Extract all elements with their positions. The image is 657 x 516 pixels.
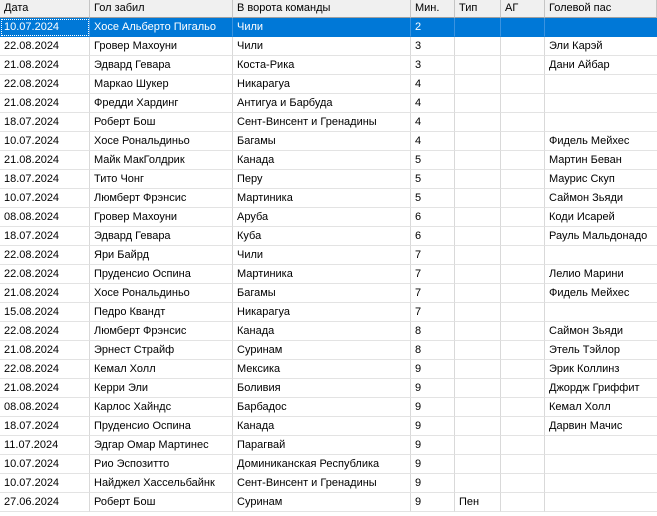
type-cell (455, 341, 501, 360)
table-row[interactable] (0, 94, 657, 113)
minute-cell: 4 (411, 132, 455, 151)
table-row[interactable] (0, 18, 657, 37)
scorer-cell: Педро Квандт (90, 303, 233, 322)
type-cell (455, 94, 501, 113)
type-cell (455, 75, 501, 94)
assist-cell: Коди Исарей (545, 208, 657, 227)
scorer-cell: Эдгар Омар Мартинес (90, 436, 233, 455)
date-cell: 22.08.2024 (0, 360, 90, 379)
scorer-cell: Роберт Бош (90, 493, 233, 512)
own-goal-cell (501, 303, 545, 322)
table-row[interactable] (0, 284, 657, 303)
table-row[interactable] (0, 436, 657, 455)
table-row[interactable] (0, 303, 657, 322)
type-cell (455, 284, 501, 303)
type-cell (455, 132, 501, 151)
type-cell (455, 303, 501, 322)
own-goal-cell (501, 265, 545, 284)
type-cell (455, 189, 501, 208)
against-team-cell: Канада (233, 151, 411, 170)
column-header-assist[interactable]: Голевой пас (545, 0, 657, 18)
own-goal-cell (501, 341, 545, 360)
minute-cell: 5 (411, 170, 455, 189)
minute-cell: 4 (411, 94, 455, 113)
minute-cell: 9 (411, 455, 455, 474)
table-row[interactable] (0, 75, 657, 94)
scorer-cell: Кемал Холл (90, 360, 233, 379)
scorer-cell: Майк МакГолдрик (90, 151, 233, 170)
date-cell: 10.07.2024 (0, 18, 90, 37)
own-goal-cell (501, 18, 545, 37)
date-cell: 22.08.2024 (0, 37, 90, 56)
against-team-cell: Чили (233, 246, 411, 265)
table-row[interactable] (0, 493, 657, 512)
against-team-cell: Доминиканская Республика (233, 455, 411, 474)
minute-cell: 9 (411, 360, 455, 379)
assist-cell: Дарвин Мачис (545, 417, 657, 436)
minute-cell: 7 (411, 246, 455, 265)
assist-cell: Эли Карэй (545, 37, 657, 56)
against-team-cell: Боливия (233, 379, 411, 398)
date-cell: 21.08.2024 (0, 379, 90, 398)
assist-cell: Эрик Коллинз (545, 360, 657, 379)
assist-cell: Джордж Гриффит (545, 379, 657, 398)
scorer-cell: Гровер Махоуни (90, 208, 233, 227)
date-cell: 11.07.2024 (0, 436, 90, 455)
date-cell: 22.08.2024 (0, 322, 90, 341)
table-row[interactable] (0, 474, 657, 493)
against-team-cell: Никарагуа (233, 75, 411, 94)
scorer-cell: Найджел Хассельбайнк (90, 474, 233, 493)
assist-cell (545, 493, 657, 512)
own-goal-cell (501, 398, 545, 417)
minute-cell: 9 (411, 379, 455, 398)
against-team-cell: Антигуа и Барбуда (233, 94, 411, 113)
against-team-cell: Чили (233, 37, 411, 56)
date-cell: 10.07.2024 (0, 474, 90, 493)
own-goal-cell (501, 455, 545, 474)
own-goal-cell (501, 227, 545, 246)
assist-cell (545, 246, 657, 265)
own-goal-cell (501, 284, 545, 303)
assist-cell: Фидель Мейхес (545, 284, 657, 303)
minute-cell: 9 (411, 474, 455, 493)
own-goal-cell (501, 360, 545, 379)
assist-cell: Лелио Марини (545, 265, 657, 284)
against-team-cell: Коста-Рика (233, 56, 411, 75)
type-cell (455, 56, 501, 75)
column-header-own-goal[interactable]: АГ (501, 0, 545, 18)
assist-cell: Саймон Зьяди (545, 189, 657, 208)
column-header-scorer[interactable]: Гол забил (90, 0, 233, 18)
against-team-cell: Аруба (233, 208, 411, 227)
type-cell (455, 208, 501, 227)
type-cell (455, 37, 501, 56)
table-row[interactable] (0, 37, 657, 56)
scorer-cell: Пруденсио Оспина (90, 417, 233, 436)
scorer-cell: Люмберт Фрэнсис (90, 189, 233, 208)
table-row[interactable] (0, 379, 657, 398)
scorer-cell: Маркао Шукер (90, 75, 233, 94)
own-goal-cell (501, 75, 545, 94)
assist-cell: Кемал Холл (545, 398, 657, 417)
date-cell: 10.07.2024 (0, 189, 90, 208)
minute-cell: 7 (411, 303, 455, 322)
own-goal-cell (501, 189, 545, 208)
table-row[interactable] (0, 113, 657, 132)
type-cell (455, 322, 501, 341)
table-row[interactable] (0, 151, 657, 170)
against-team-cell: Перу (233, 170, 411, 189)
against-team-cell: Мартиника (233, 265, 411, 284)
type-cell (455, 474, 501, 493)
date-cell: 18.07.2024 (0, 113, 90, 132)
scorer-cell: Фредди Хардинг (90, 94, 233, 113)
minute-cell: 9 (411, 398, 455, 417)
table-row[interactable] (0, 227, 657, 246)
assist-cell: Этель Тэйлор (545, 341, 657, 360)
type-cell (455, 455, 501, 474)
date-cell: 10.07.2024 (0, 132, 90, 151)
table-row[interactable] (0, 322, 657, 341)
date-cell: 08.08.2024 (0, 208, 90, 227)
minute-cell: 4 (411, 75, 455, 94)
table-row[interactable] (0, 417, 657, 436)
table-row[interactable] (0, 360, 657, 379)
against-team-cell: Сент-Винсент и Гренадины (233, 113, 411, 132)
own-goal-cell (501, 94, 545, 113)
against-team-cell: Парагвай (233, 436, 411, 455)
against-team-cell: Багамы (233, 132, 411, 151)
table-row[interactable] (0, 246, 657, 265)
table-row[interactable] (0, 132, 657, 151)
column-header-date[interactable]: Дата (0, 0, 90, 18)
against-team-cell: Канада (233, 417, 411, 436)
minute-cell: 2 (411, 18, 455, 37)
date-cell: 10.07.2024 (0, 455, 90, 474)
header-row (0, 0, 657, 18)
date-cell: 08.08.2024 (0, 398, 90, 417)
type-cell (455, 436, 501, 455)
assist-cell (545, 113, 657, 132)
date-cell: 15.08.2024 (0, 303, 90, 322)
minute-cell: 7 (411, 265, 455, 284)
own-goal-cell (501, 208, 545, 227)
assist-cell: Маурис Скуп (545, 170, 657, 189)
scorer-cell: Хосе Рональдиньо (90, 132, 233, 151)
own-goal-cell (501, 417, 545, 436)
against-team-cell: Куба (233, 227, 411, 246)
scorer-cell: Керри Эли (90, 379, 233, 398)
assist-cell (545, 455, 657, 474)
own-goal-cell (501, 113, 545, 132)
type-cell (455, 170, 501, 189)
own-goal-cell (501, 151, 545, 170)
assist-cell (545, 436, 657, 455)
assist-cell (545, 75, 657, 94)
date-cell: 22.08.2024 (0, 75, 90, 94)
date-cell: 18.07.2024 (0, 170, 90, 189)
minute-cell: 5 (411, 189, 455, 208)
type-cell (455, 379, 501, 398)
own-goal-cell (501, 379, 545, 398)
minute-cell: 4 (411, 113, 455, 132)
minute-cell: 7 (411, 284, 455, 303)
against-team-cell: Барбадос (233, 398, 411, 417)
date-cell: 21.08.2024 (0, 151, 90, 170)
scorer-cell: Хосе Альберто Пигальо (90, 18, 233, 37)
minute-cell: 6 (411, 208, 455, 227)
minute-cell: 8 (411, 341, 455, 360)
against-team-cell: Суринам (233, 493, 411, 512)
table-row[interactable] (0, 189, 657, 208)
type-cell (455, 151, 501, 170)
against-team-cell: Сент-Винсент и Гренадины (233, 474, 411, 493)
type-cell (455, 398, 501, 417)
assist-cell (545, 303, 657, 322)
scorer-cell: Эдвард Гевара (90, 56, 233, 75)
date-cell: 21.08.2024 (0, 94, 90, 113)
column-header-minute[interactable]: Мин. (411, 0, 455, 18)
type-cell (455, 18, 501, 37)
own-goal-cell (501, 170, 545, 189)
scorer-cell: Яри Байрд (90, 246, 233, 265)
minute-cell: 9 (411, 493, 455, 512)
against-team-cell: Мексика (233, 360, 411, 379)
table-body (0, 18, 657, 512)
own-goal-cell (501, 132, 545, 151)
scorer-cell: Карлос Хайндс (90, 398, 233, 417)
minute-cell: 8 (411, 322, 455, 341)
minute-cell: 9 (411, 417, 455, 436)
against-team-cell: Багамы (233, 284, 411, 303)
table-row[interactable] (0, 208, 657, 227)
minute-cell: 9 (411, 436, 455, 455)
type-cell (455, 227, 501, 246)
table-row[interactable] (0, 170, 657, 189)
against-team-cell: Никарагуа (233, 303, 411, 322)
minute-cell: 3 (411, 56, 455, 75)
date-cell: 21.08.2024 (0, 56, 90, 75)
scorer-cell: Эрнест Страйф (90, 341, 233, 360)
assist-cell: Мартин Беван (545, 151, 657, 170)
type-cell (455, 246, 501, 265)
minute-cell: 5 (411, 151, 455, 170)
scorer-cell: Гровер Махоуни (90, 37, 233, 56)
date-cell: 18.07.2024 (0, 417, 90, 436)
table-row[interactable] (0, 265, 657, 284)
assist-cell: Дани Айбар (545, 56, 657, 75)
date-cell: 18.07.2024 (0, 227, 90, 246)
own-goal-cell (501, 322, 545, 341)
table-row[interactable] (0, 455, 657, 474)
table-row[interactable] (0, 56, 657, 75)
type-cell (455, 417, 501, 436)
column-header-against-team[interactable]: В ворота команды (233, 0, 411, 18)
date-cell: 21.08.2024 (0, 341, 90, 360)
scorer-cell: Люмберт Фрэнсис (90, 322, 233, 341)
date-cell: 22.08.2024 (0, 246, 90, 265)
type-cell (455, 360, 501, 379)
date-cell: 22.08.2024 (0, 265, 90, 284)
table-row[interactable] (0, 341, 657, 360)
against-team-cell: Мартиника (233, 189, 411, 208)
own-goal-cell (501, 246, 545, 265)
own-goal-cell (501, 56, 545, 75)
against-team-cell: Суринам (233, 341, 411, 360)
type-cell (455, 113, 501, 132)
type-cell (455, 265, 501, 284)
minute-cell: 3 (411, 37, 455, 56)
date-cell: 21.08.2024 (0, 284, 90, 303)
assist-cell: Саймон Зьяди (545, 322, 657, 341)
own-goal-cell (501, 436, 545, 455)
own-goal-cell (501, 474, 545, 493)
date-cell: 27.06.2024 (0, 493, 90, 512)
assist-cell: Рауль Мальдонадо (545, 227, 657, 246)
assist-cell (545, 94, 657, 113)
own-goal-cell (501, 37, 545, 56)
table-row[interactable] (0, 398, 657, 417)
assist-cell (545, 474, 657, 493)
scorer-cell: Пруденсио Оспина (90, 265, 233, 284)
scorer-cell: Рио Эспозитто (90, 455, 233, 474)
scorer-cell: Эдвард Гевара (90, 227, 233, 246)
scorer-cell: Хосе Рональдиньо (90, 284, 233, 303)
assist-cell (545, 18, 657, 37)
column-header-type[interactable]: Тип (455, 0, 501, 18)
scorer-cell: Роберт Бош (90, 113, 233, 132)
minute-cell: 6 (411, 227, 455, 246)
against-team-cell: Канада (233, 322, 411, 341)
type-cell: Пен (455, 493, 501, 512)
assist-cell: Фидель Мейхес (545, 132, 657, 151)
own-goal-cell (501, 493, 545, 512)
scorer-cell: Тито Чонг (90, 170, 233, 189)
against-team-cell: Чили (233, 18, 411, 37)
